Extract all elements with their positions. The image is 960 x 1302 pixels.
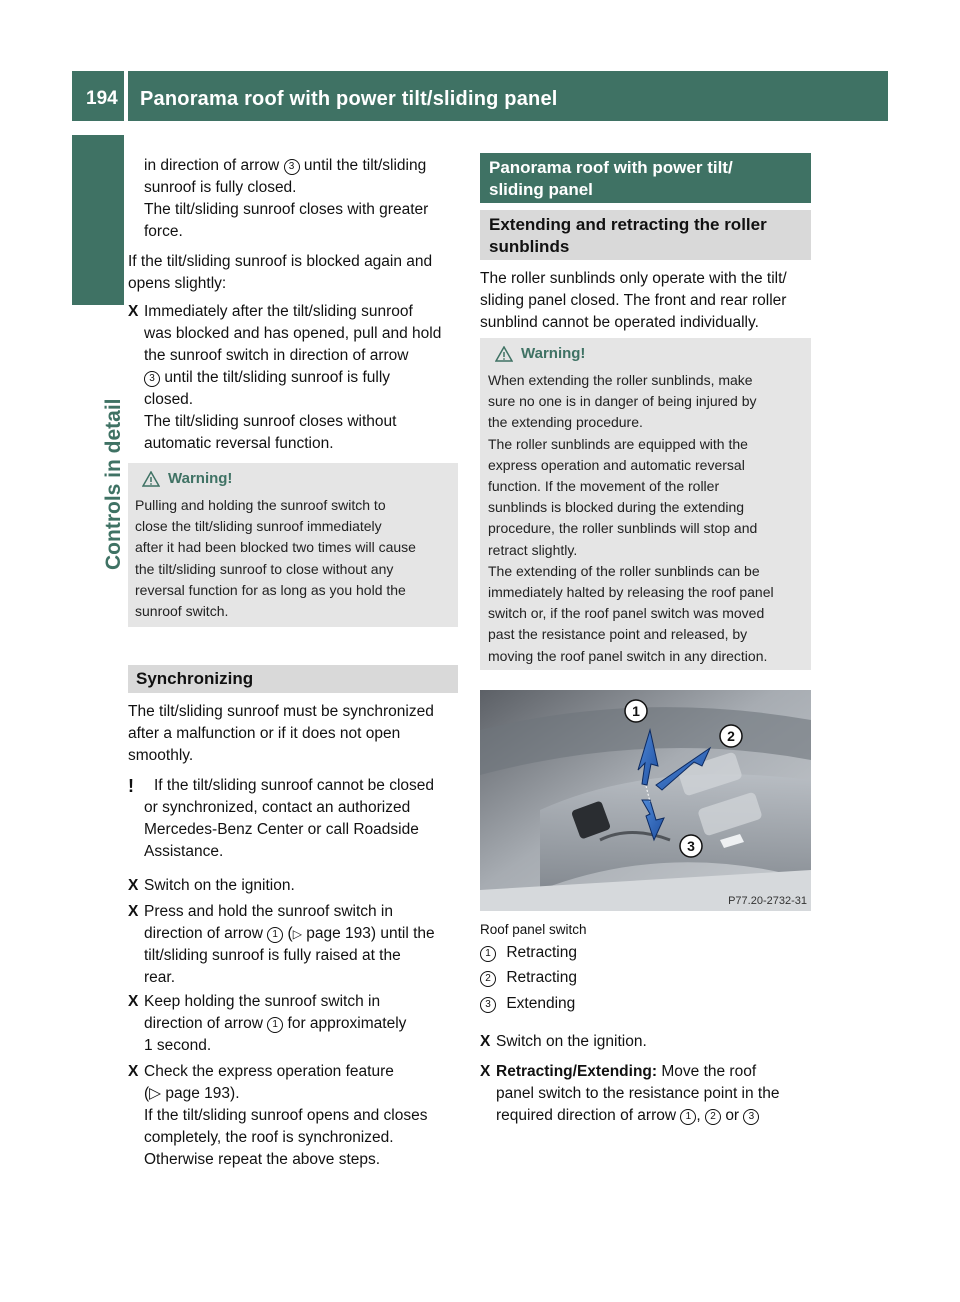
page-reference-icon: ▷ xyxy=(292,927,302,941)
roof-panel-switch-illustration xyxy=(480,690,811,911)
continued-text-line: in direction of arrow 3 until the tilt/sliding xyxy=(144,157,427,174)
subsection-heading-line: Extending and retracting the roller xyxy=(489,215,767,234)
warning-triangle-icon xyxy=(142,471,160,487)
paragraph-line: The tilt/sliding sunroof must be synchronized xyxy=(128,703,434,720)
warning-triangle-icon xyxy=(495,346,513,362)
section-label: Controls in detail xyxy=(102,398,125,570)
photo-reference-code: P77.20-2732-31 xyxy=(728,895,807,907)
section-heading-bar xyxy=(480,153,811,203)
paragraph-line: The roller sunblinds only operate with the tilt/ xyxy=(480,270,787,287)
legend-item: 2 Retracting xyxy=(480,969,577,987)
paragraph-line: If the tilt/sliding sunroof is blocked again and xyxy=(128,253,433,270)
figure-caption: Roof panel switch xyxy=(480,922,587,937)
callout-3-label: 3 xyxy=(687,838,695,854)
page-title: Panorama roof with power tilt/sliding panel xyxy=(140,88,558,110)
roof-panel-switch-photo xyxy=(480,690,811,911)
callout-2-label: 2 xyxy=(727,728,735,744)
arrow-1-marker: 1 xyxy=(267,927,283,943)
continued-text-line: force. xyxy=(144,223,183,240)
page-number: 194 xyxy=(86,88,118,109)
arrow-1-marker: 1 xyxy=(267,1017,283,1033)
paragraph-line: after a malfunction or if it does not open xyxy=(128,725,401,742)
paragraph-line: opens slightly: xyxy=(128,275,227,292)
synchronizing-heading: Synchronizing xyxy=(136,669,254,688)
arrow-3-marker: 3 xyxy=(144,371,160,387)
section-heading-line: sliding panel xyxy=(489,180,593,199)
warning-title: Warning! xyxy=(168,470,233,487)
continued-text-line: The tilt/sliding sunroof closes with greater xyxy=(144,201,429,218)
callout-1-label: 1 xyxy=(632,703,640,719)
note-icon: ! xyxy=(128,776,134,796)
warning-title: Warning! xyxy=(521,345,586,362)
paragraph-line: sliding panel closed. The front and rear roller xyxy=(480,292,787,309)
section-heading-line: Panorama roof with power tilt/ xyxy=(489,158,733,177)
section-tab xyxy=(72,135,124,305)
warning-text: Pulling and holding the sunroof switch to close the tilt/sliding sunroof immediately after it had been blocked two times will cause the tilt/sliding sunroof to close without any reversal function for as long as you hold the sunroof switch. xyxy=(135,497,416,620)
synchronizing-heading-bar xyxy=(128,665,458,693)
continued-text-line: sunroof is fully closed. xyxy=(144,179,297,196)
header-separator xyxy=(124,71,128,121)
arrow-3-marker: 3 xyxy=(284,159,300,175)
subsection-heading-line: sunblinds xyxy=(489,237,570,256)
legend-item: 1 Retracting xyxy=(480,944,577,962)
paragraph-line: sunblind cannot be operated individually. xyxy=(480,314,759,331)
paragraph-line: smoothly. xyxy=(128,747,194,764)
legend-item: 3 Extending xyxy=(480,995,575,1013)
warning-text: When extending the roller sunblinds, make sure no one is in danger of being injured by the extending procedure. The roller sunblinds are equipped with the express operation and automatic reversal function. If the movement of the roller sunblinds is blocked during the extending procedure, the roller sunblinds will stop and retract slightly. The extending of the roller sunblinds can be immediately halted by releasing the roof panel switch or, if the roof panel switch was moved past the resistance point and released, by moving the roof panel switch in any direction. xyxy=(488,372,774,664)
subsection-heading-bar xyxy=(480,210,811,260)
